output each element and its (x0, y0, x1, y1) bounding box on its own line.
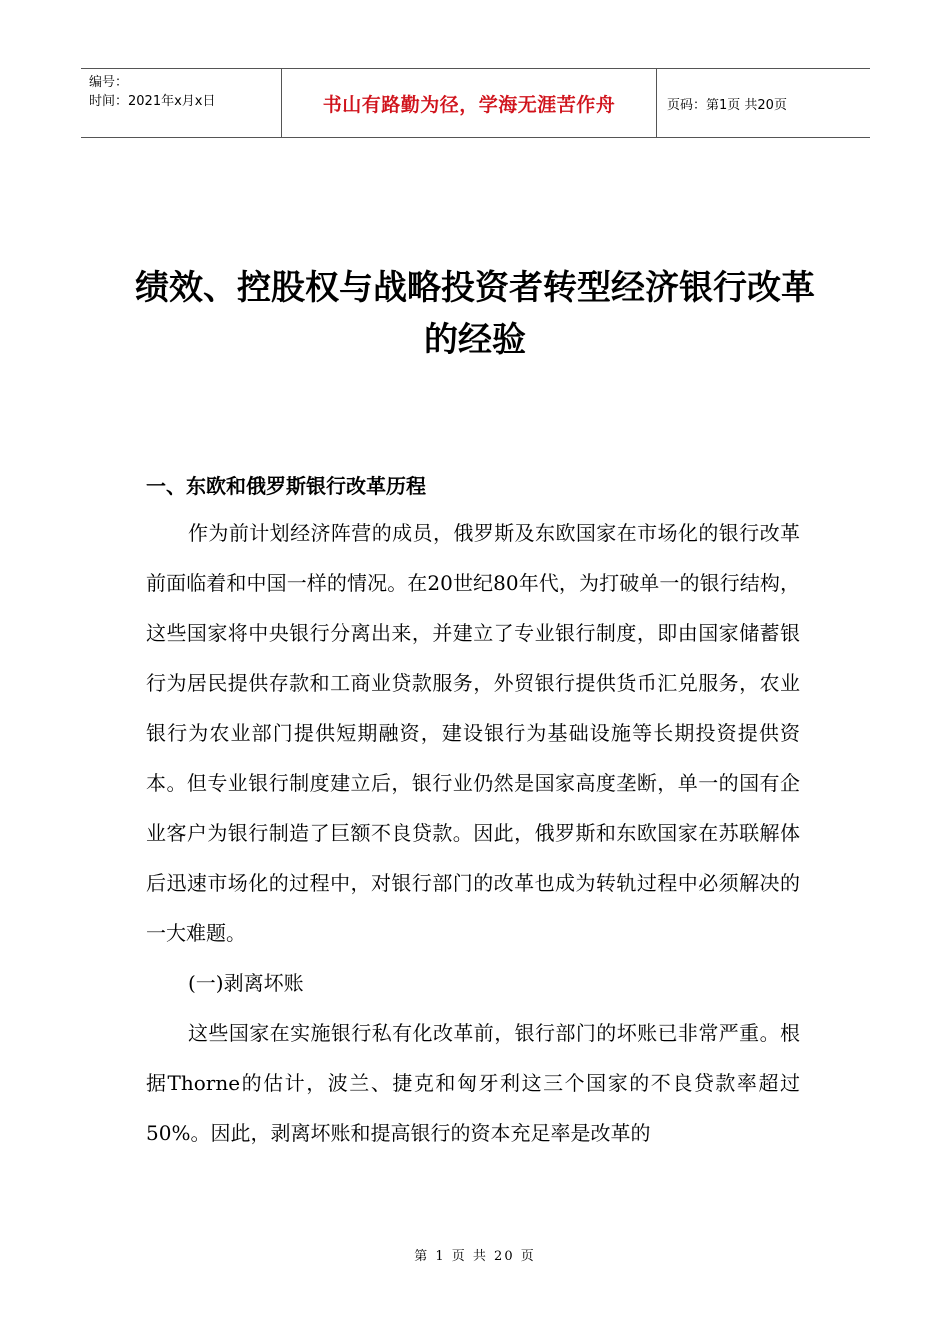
header-meta (81, 69, 281, 137)
page-footer: 第 1 页 共 20 页 (414, 1249, 536, 1264)
time-label: 时间：2021年x月x日 (89, 94, 216, 109)
header-page-info: 页码：第1页 共20页 (667, 97, 787, 113)
subheading-1: (一)剥离坏账 (188, 971, 304, 995)
section-heading: 一、东欧和俄罗斯银行改革历程 (146, 474, 426, 498)
paragraph-1: 作为前计划经济阵营的成员，俄罗斯及东欧国家在市场化的银行改革前面临着和中国一样的情况。在20世纪80年代，为打破单一的银行结构，这些国家将中央银行分离出来，并建立了专业银行制度，即由国家储蓄银行为居民提供存款和工商业贷款服务，外贸银行提供货币汇兑服务，农业银行为农业部门提供短期融资，建设银行为基础设施等长期投资提供资本。但专业银行制度建立后，银行业仍然是国家高度垄断，单一的国有企业客户为银行制造了巨额不良贷款。因此，俄罗斯和东欧国家在苏联解体后迅速市场化的过程中，对银行部门的改革也成为转轨过程中必须解决的一大难题。 (146, 521, 800, 945)
document-header (81, 68, 870, 138)
number-label: 编号： (89, 75, 129, 90)
document-title: 绩效、控股权与战略投资者转型经济银行改革的经验 (135, 268, 815, 360)
header-motto-cell (281, 69, 657, 137)
paragraph-2: 这些国家在实施银行私有化改革前，银行部门的坏账已非常严重。根据Thorne的估计，波兰、捷克和匈牙利这三个国家的不良贷款率超过50%。因此，剥离坏账和提高银行的资本充足率是改革的 (146, 1021, 800, 1145)
header-motto: 书山有路勤为径，学海无涯苦作舟 (322, 93, 616, 116)
